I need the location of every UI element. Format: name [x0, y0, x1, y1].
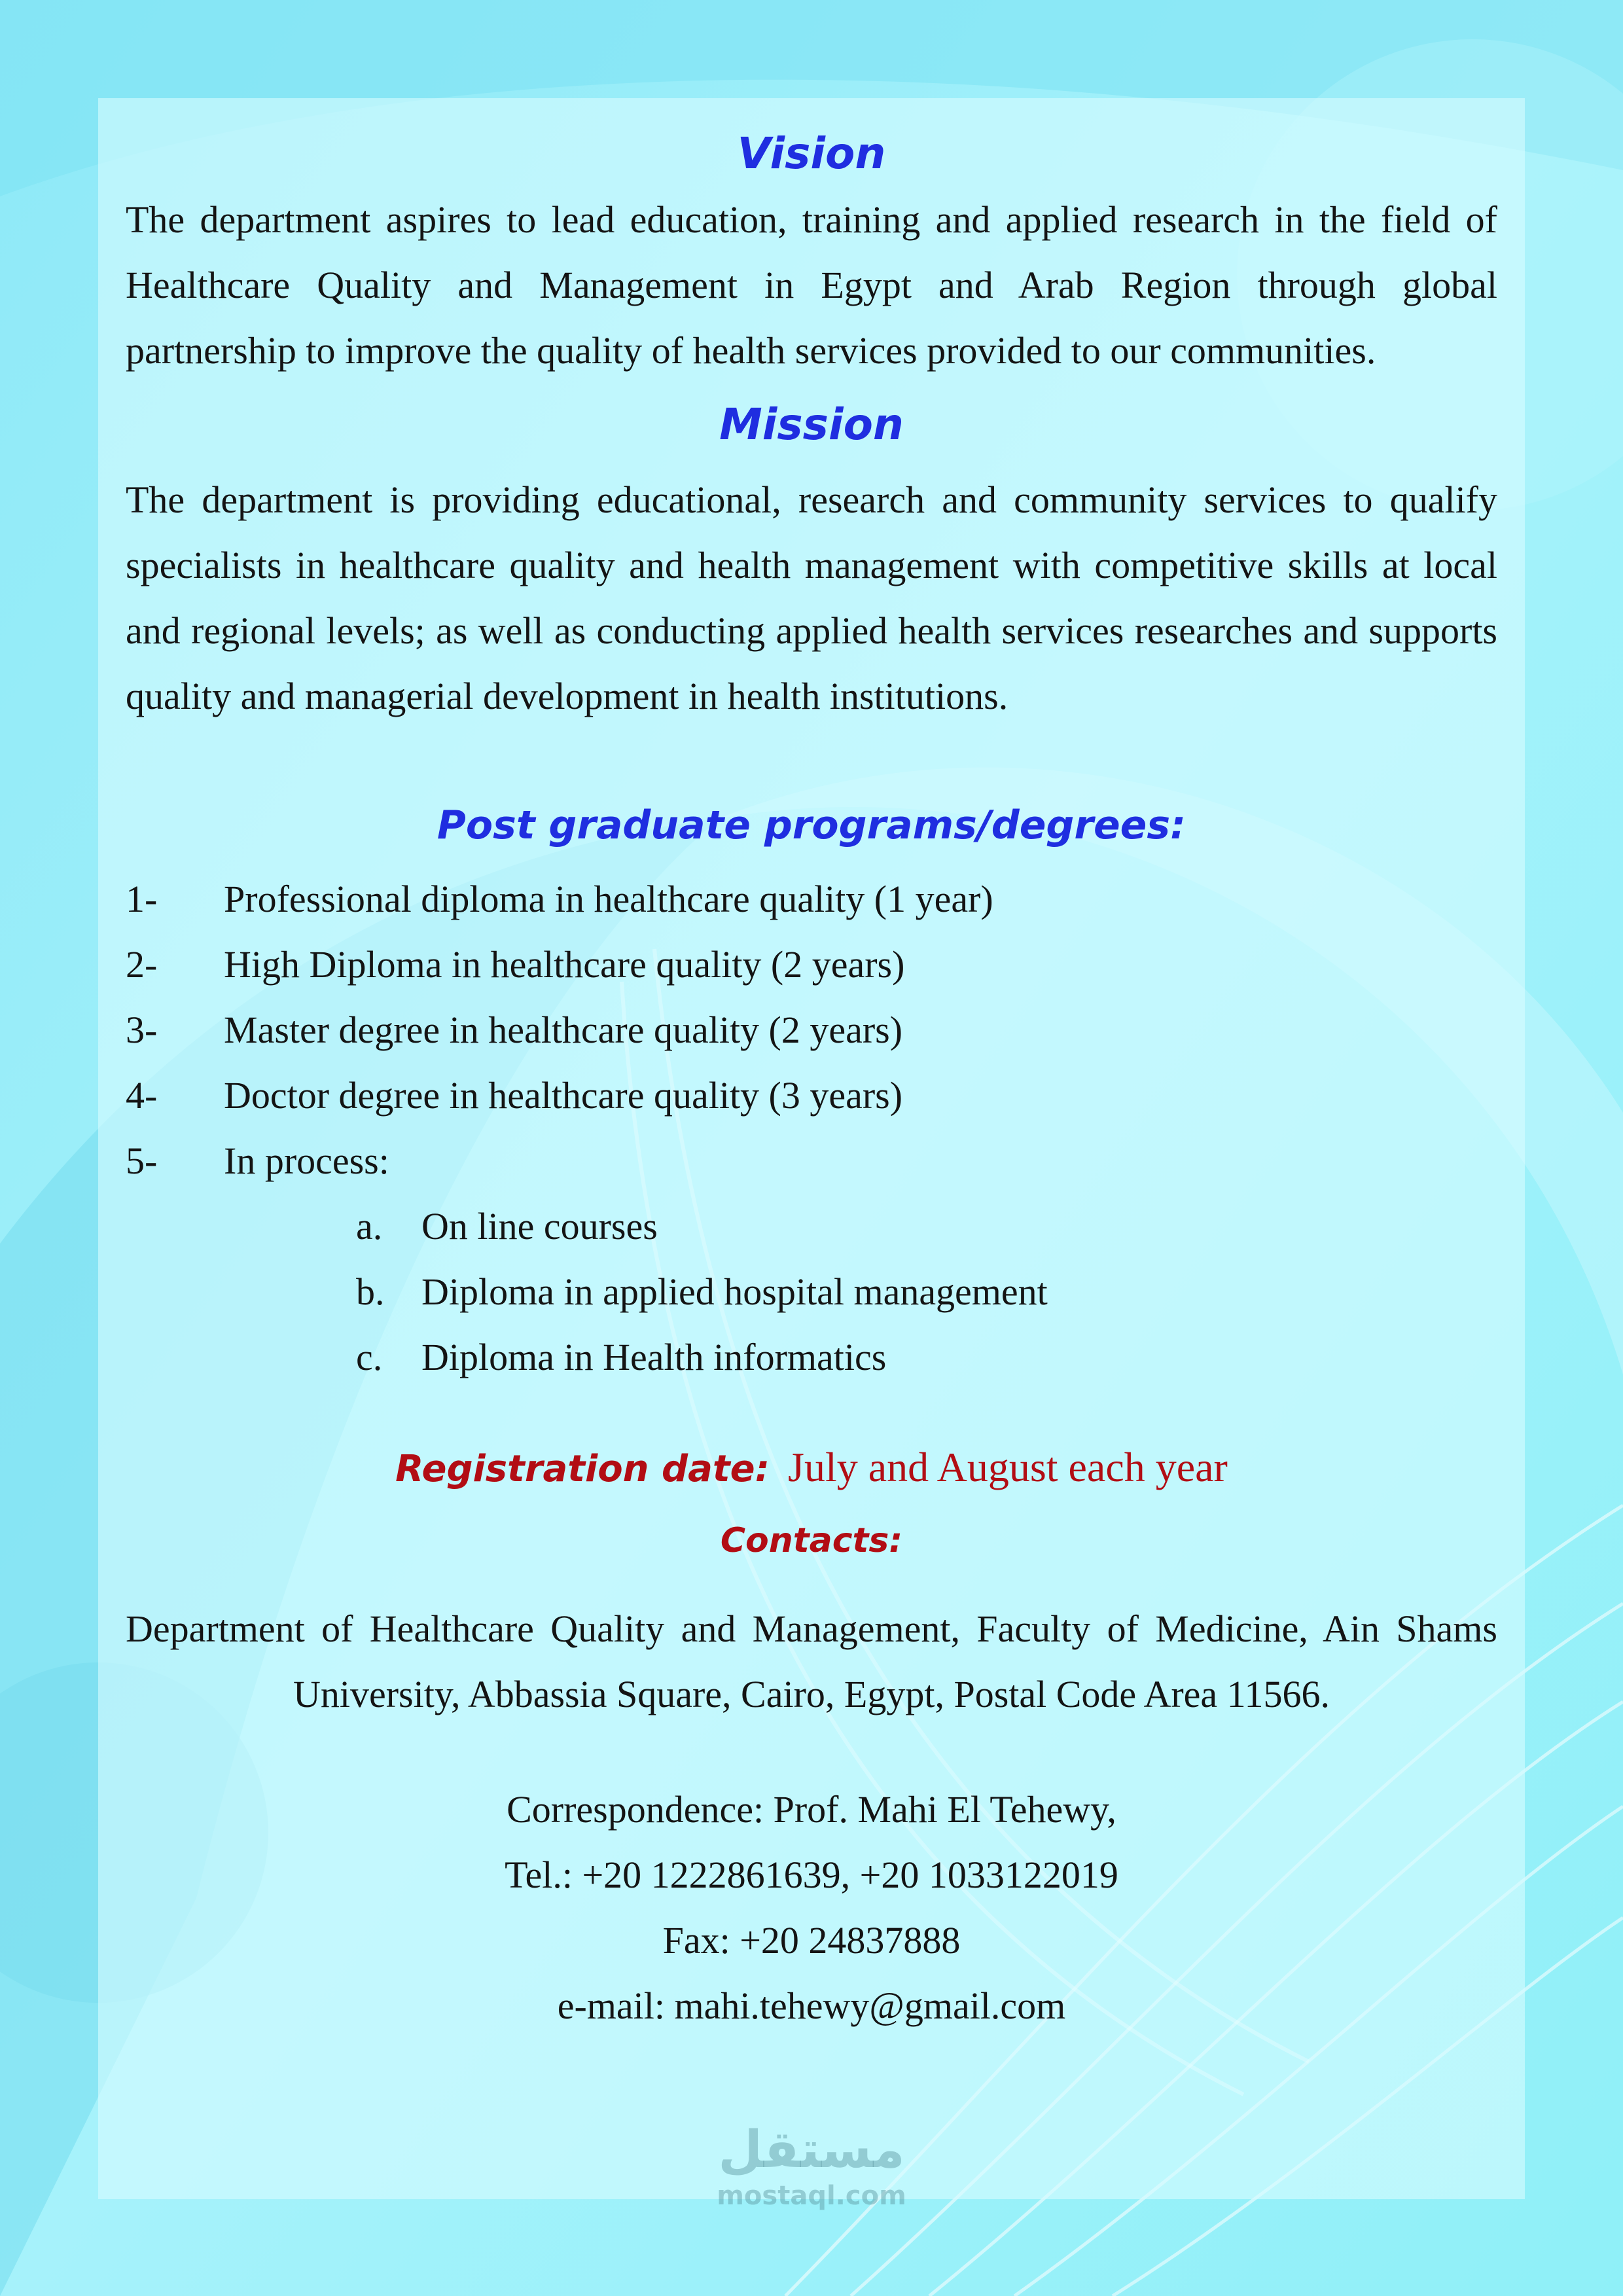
in-process-letter: a. — [356, 1205, 383, 1247]
programs-list — [126, 867, 1497, 1194]
registration-line — [126, 1435, 1497, 1511]
watermark-text: mostaql.com — [717, 2181, 906, 2211]
programs-heading: Post graduate programs/degrees: — [437, 802, 1186, 848]
registration-label: Registration date: — [395, 1448, 770, 1490]
in-process-item — [356, 1194, 1497, 1259]
program-number: 2- — [126, 943, 158, 986]
program-item — [126, 867, 1497, 932]
email: e-mail: mahi.tehewy@gmail.com — [557, 1984, 1066, 2027]
program-number: 4- — [126, 1074, 158, 1117]
vision-text: The department aspires to lead education, training and applied research in the field of Healthcare Quality and Management in Egypt and Arab Region through global partnership to improve the quality of health services provided to our communities. — [126, 198, 1497, 372]
program-label: High Diploma in healthcare quality (2 years) — [224, 943, 905, 986]
program-label: In process: — [224, 1139, 389, 1182]
in-process-item — [356, 1325, 1497, 1390]
telephone: Tel.: +20 1222861639, +20 1033122019 — [505, 1854, 1118, 1896]
program-label: Master degree in healthcare quality (2 years) — [224, 1009, 903, 1051]
correspondence-name: Correspondence: Prof. Mahi El Tehewy, — [507, 1788, 1116, 1831]
contacts-heading: Contacts: — [720, 1521, 903, 1560]
in-process-letter: b. — [356, 1270, 385, 1313]
in-process-label: Diploma in Health informatics — [421, 1336, 887, 1378]
page-content — [126, 124, 1497, 2039]
in-process-list — [126, 1194, 1497, 1390]
mission-text: The department is providing educational, research and community services to qualify specialists in healthcare quality and health management with competitive skills at local and regional levels; as well as conducting applied health services researches and supports quality and managerial development in health institutions. — [126, 478, 1497, 717]
in-process-label: On line courses — [421, 1205, 658, 1247]
contact-address: Department of Healthcare Quality and Management, Faculty of Medicine, Ain Shams University, Abbassia Square, Cairo, Egypt, Postal Code Area 11566. — [126, 1607, 1497, 1715]
watermark-logo — [707, 2121, 916, 2212]
program-number: 1- — [126, 878, 158, 920]
mission-heading: Mission — [719, 399, 904, 450]
program-item — [126, 932, 1497, 997]
program-item — [126, 1063, 1497, 1128]
correspondence-block — [126, 1777, 1497, 2039]
program-item — [126, 997, 1497, 1063]
in-process-item — [356, 1259, 1497, 1325]
in-process-label: Diploma in applied hospital management — [421, 1270, 1048, 1313]
registration-value: July and August each year — [788, 1444, 1228, 1490]
program-label: Professional diploma in healthcare quality (1 year) — [224, 878, 993, 920]
program-number: 3- — [126, 1009, 158, 1051]
program-label: Doctor degree in healthcare quality (3 years) — [224, 1074, 903, 1117]
program-number: 5- — [126, 1139, 158, 1182]
fax: Fax: +20 24837888 — [662, 1919, 961, 1962]
vision-heading: Vision — [737, 128, 886, 179]
in-process-letter: c. — [356, 1336, 383, 1378]
program-item — [126, 1128, 1497, 1194]
watermark-mark: مستقل — [718, 2121, 905, 2179]
